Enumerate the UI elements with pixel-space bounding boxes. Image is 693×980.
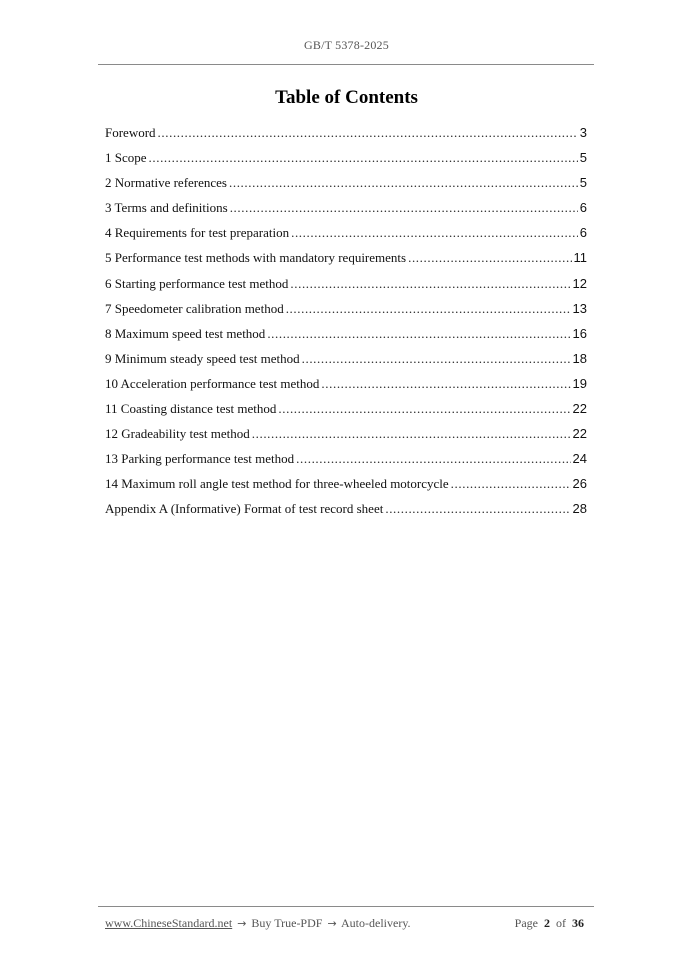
arrow-right-icon: → <box>237 917 247 930</box>
toc-entry-page: 5 <box>579 175 587 191</box>
toc-entry-label: 8 Maximum speed test method <box>105 325 266 341</box>
total-page-count: 36 <box>572 916 584 930</box>
arrow-right-icon: → <box>327 917 337 930</box>
dot-leader <box>302 350 571 368</box>
site-link[interactable]: www.ChineseStandard.net <box>105 916 233 930</box>
toc-entry-page: 3 <box>579 125 587 140</box>
toc-entry-parking-performance[interactable] <box>105 450 587 475</box>
toc-entry-page: 26 <box>572 476 587 492</box>
toc-entry-maximum-speed[interactable] <box>105 325 587 350</box>
footer-promo <box>105 916 411 931</box>
toc-entry-coasting-distance[interactable] <box>105 400 587 425</box>
toc-entry-page: 19 <box>572 375 587 391</box>
toc-entry-maximum-roll-angle[interactable] <box>105 475 587 500</box>
toc-entry-normative-references[interactable] <box>105 174 587 199</box>
toc-entry-label: Appendix A (Informative) Format of test record sheet <box>105 501 384 517</box>
table-of-contents <box>105 124 587 526</box>
toc-entry-page: 13 <box>572 300 587 316</box>
buy-pdf-text: Buy True-PDF <box>251 916 323 930</box>
footer-divider <box>98 906 594 907</box>
document-number: GB/T 5378-2025 <box>304 38 389 52</box>
toc-entry-foreword[interactable] <box>105 124 587 149</box>
dot-leader <box>230 199 578 217</box>
current-page-number: 2 <box>544 916 550 930</box>
toc-entry-acceleration[interactable] <box>105 375 587 400</box>
header-divider <box>98 64 594 65</box>
toc-entry-page: 28 <box>572 501 587 517</box>
toc-entry-label: 6 Starting performance test method <box>105 275 289 291</box>
toc-entry-speedometer-calibration[interactable] <box>105 300 587 325</box>
toc-entry-label: 9 Minimum steady speed test method <box>105 350 300 366</box>
dot-leader <box>149 149 578 167</box>
of-label: of <box>556 916 566 930</box>
page-counter <box>515 916 587 931</box>
auto-delivery-text: Auto-delivery. <box>341 916 411 930</box>
dot-leader <box>408 249 571 267</box>
page-title: Table of Contents <box>275 87 418 108</box>
toc-entry-appendix-a[interactable] <box>105 500 587 525</box>
toc-entry-label: Foreword <box>105 125 156 140</box>
toc-entry-scope[interactable] <box>105 149 587 174</box>
toc-entry-label: 14 Maximum roll angle test method for three-wheeled motorcycle <box>105 476 449 492</box>
dot-leader <box>290 275 570 293</box>
toc-entry-terms-definitions[interactable] <box>105 199 587 224</box>
dot-leader <box>229 174 578 192</box>
toc-entry-test-preparation[interactable] <box>105 224 587 249</box>
dot-leader <box>252 425 571 443</box>
toc-entry-label: 3 Terms and definitions <box>105 200 228 216</box>
toc-entry-page: 16 <box>572 325 587 341</box>
toc-entry-page: 18 <box>572 350 587 366</box>
page-label: Page <box>514 916 538 930</box>
toc-entry-label: 2 Normative references <box>105 175 227 191</box>
dot-leader <box>296 450 570 468</box>
toc-entry-page: 24 <box>572 451 587 467</box>
toc-entry-label: 13 Parking performance test method <box>105 451 295 467</box>
toc-entry-label: 7 Speedometer calibration method <box>105 300 284 316</box>
dot-leader <box>158 124 578 142</box>
toc-entry-page: 12 <box>572 275 587 291</box>
toc-entry-mandatory-methods[interactable] <box>105 249 587 274</box>
dot-leader <box>286 300 571 318</box>
toc-entry-page: 22 <box>572 401 587 417</box>
toc-entry-minimum-steady-speed[interactable] <box>105 350 587 375</box>
dot-leader <box>278 400 570 418</box>
toc-entry-label: 5 Performance test methods with mandatory requirements <box>105 250 407 266</box>
toc-entry-label: 4 Requirements for test preparation <box>105 225 290 241</box>
toc-entry-label: 12 Gradeability test method <box>105 426 250 442</box>
dot-leader <box>291 224 578 242</box>
toc-entry-page: 22 <box>572 426 587 442</box>
toc-entry-gradeability[interactable] <box>105 425 587 450</box>
dot-leader <box>385 500 570 518</box>
toc-entry-label: 11 Coasting distance test method <box>105 401 277 417</box>
toc-entry-page: 6 <box>579 225 587 241</box>
running-header <box>0 38 693 53</box>
toc-entry-page: 11 <box>573 250 587 266</box>
dot-leader <box>321 375 570 393</box>
toc-entry-starting-performance[interactable] <box>105 275 587 300</box>
toc-entry-page: 5 <box>579 150 587 166</box>
toc-entry-label: 10 Acceleration performance test method <box>105 375 320 391</box>
toc-entry-page: 6 <box>579 200 587 216</box>
toc-entry-label: 1 Scope <box>105 150 147 166</box>
page-footer <box>105 916 587 931</box>
dot-leader <box>451 475 571 493</box>
dot-leader <box>267 325 570 343</box>
